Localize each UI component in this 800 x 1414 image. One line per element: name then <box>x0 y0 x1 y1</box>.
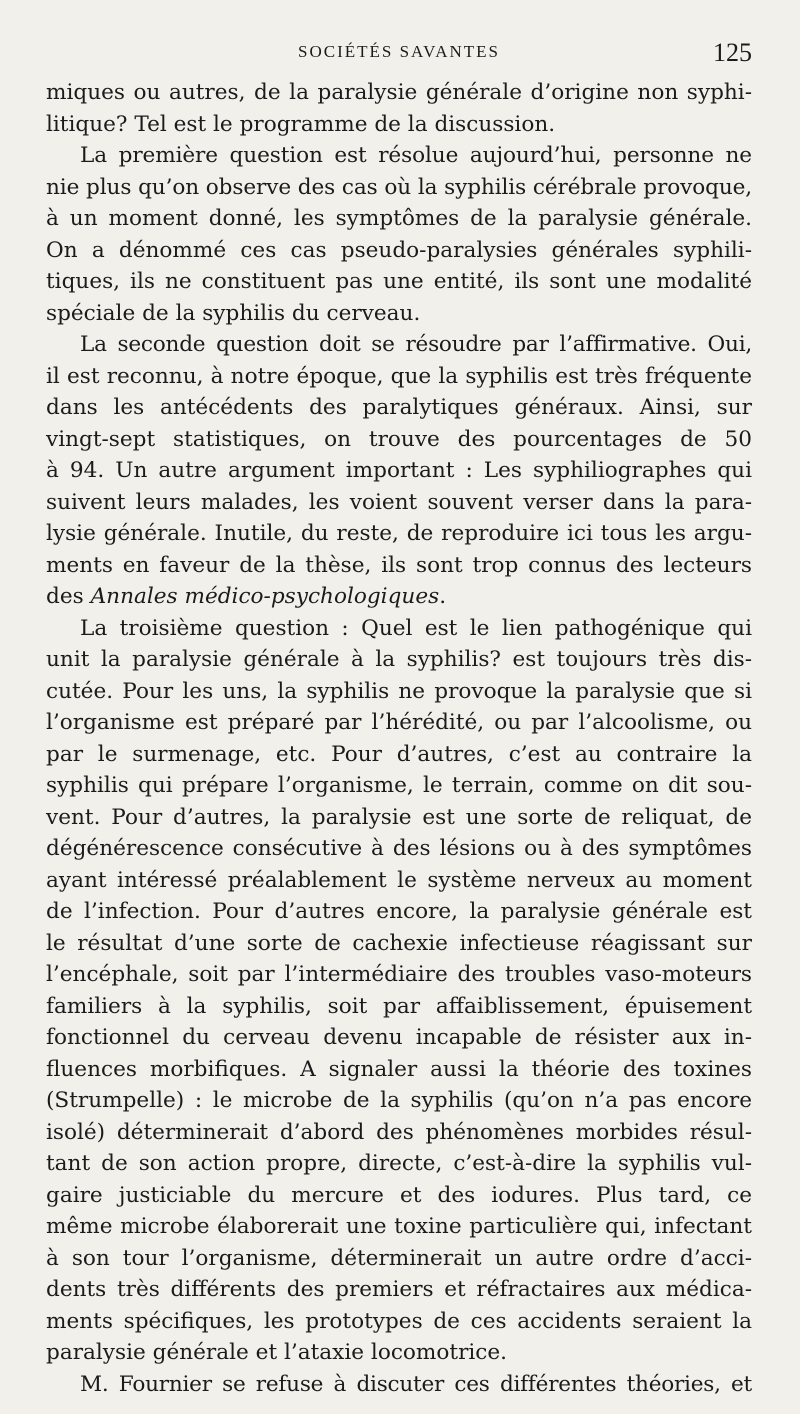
text-line: même microbe élaborerait une toxine particulière qui, infectant <box>46 1214 752 1239</box>
text-line: par le surmenage, etc. Pour d’autres, c’est au contraire la <box>46 741 752 767</box>
text-line: vent. Pour d’autres, la paralysie est une sorte de reliquat, de <box>46 804 752 830</box>
text-line: gaire justiciable du mercure et des iodures. Plus tard, ce <box>46 1182 752 1208</box>
text-line: litique? Tel est le programme de la discussion. <box>46 111 556 137</box>
text-line: La première question est résolue aujourd’hui, personne ne <box>80 143 752 168</box>
text-line: cutée. Pour les uns, la syphilis ne provoque la paralysie que si <box>46 678 752 704</box>
text-line: fluences morbifiques. A signaler aussi la théorie des toxines <box>46 1056 752 1082</box>
text-line: le résultat d’une sorte de cachexie infectieuse réagissant sur <box>46 930 752 956</box>
text-line: (Strumpelle) : le microbe de la syphilis (qu’on n’a pas encore <box>46 1088 752 1113</box>
text-line: vingt-sept statistiques, on trouve des pourcentages de 50 <box>46 426 752 452</box>
text-line: à un moment donné, les symptômes de la paralysie générale. <box>46 206 752 231</box>
text-line: ments spécifiques, les prototypes de ces accidents seraient la <box>46 1308 752 1334</box>
text-line: ments en faveur de la thèse, ils sont trop connus des lecteurs <box>46 552 752 578</box>
text-line: de l’infection. Pour d’autres encore, la paralysie générale est <box>46 899 752 924</box>
text-line: familiers à la syphilis, soit par affaiblissement, épuisement <box>46 993 752 1019</box>
text-line: l’organisme est préparé par l’hérédité, ou par l’alcoolisme, ou <box>46 710 752 735</box>
text-line: On a dénommé ces cas pseudo-paralysies générales syphili- <box>46 237 752 263</box>
text-line: isolé) déterminerait d’abord des phénomènes morbides résul- <box>46 1119 752 1145</box>
line-prefix: des <box>46 584 84 609</box>
text-line: La seconde question doit se résoudre par l’affirmative. Oui, <box>80 332 752 357</box>
text-line: l’encéphale, soit par l’intermédiaire des troubles vaso-moteurs <box>46 962 752 987</box>
text-line: unit la paralysie générale à la syphilis? est toujours très dis- <box>46 647 752 672</box>
text-line: dégénérescence consécutive à des lésions ou à des symptômes <box>46 836 752 861</box>
running-title: SOCIÉTÉS SAVANTES <box>298 42 500 61</box>
text-line: miques ou autres, de la paralysie générale d’origine non syphi- <box>46 80 752 105</box>
text-line: syphilis qui prépare l’organisme, le terrain, comme on dit sou- <box>46 773 752 798</box>
journal-suffix: . <box>439 584 447 609</box>
text-line: La troisième question : Quel est le lien pathogénique qui <box>80 615 752 641</box>
text-line: paralysie générale et l’ataxie locomotrice. <box>46 1340 508 1365</box>
text-line: à son tour l’organisme, déterminerait un autre ordre d’acci- <box>46 1245 752 1271</box>
text-line: dans les antécédents des paralytiques généraux. Ainsi, sur <box>46 395 752 420</box>
text-line: ayant intéressé préalablement le système nerveux au moment <box>46 867 752 893</box>
text-line <box>46 581 752 613</box>
text-line: lysie générale. Inutile, du reste, de reproduire ici tous les argu- <box>46 521 752 546</box>
text-line: dents très différents des premiers et réfractaires aux médica- <box>46 1277 752 1302</box>
text-line: nie plus qu’on observe des cas où la syphilis cérébrale provoque, <box>46 174 753 200</box>
page-number: 125 <box>713 38 752 67</box>
text-line: suivent leurs malades, les voient souvent verser dans la para- <box>46 489 752 515</box>
journal-title: Annales médico-psychologiques <box>90 584 440 609</box>
text-line: tiques, ils ne constituent pas une entité, ils sont une modalité <box>46 269 752 294</box>
text-line: fonctionnel du cerveau devenu incapable de résister aux in- <box>46 1025 752 1050</box>
text-line: à 94. Un autre argument important : Les syphiliographes qui <box>46 458 752 483</box>
text-line: spéciale de la syphilis du cerveau. <box>46 300 421 326</box>
text-line: M. Fournier se refuse à discuter ces différentes théories, et <box>80 1371 752 1397</box>
body-text <box>46 77 752 1400</box>
text-line: il est reconnu, à notre époque, que la syphilis est très fréquente <box>46 363 752 389</box>
text-line: tant de son action propre, directe, c’est-à-dire la syphilis vul- <box>46 1151 752 1176</box>
page-header <box>46 38 752 78</box>
